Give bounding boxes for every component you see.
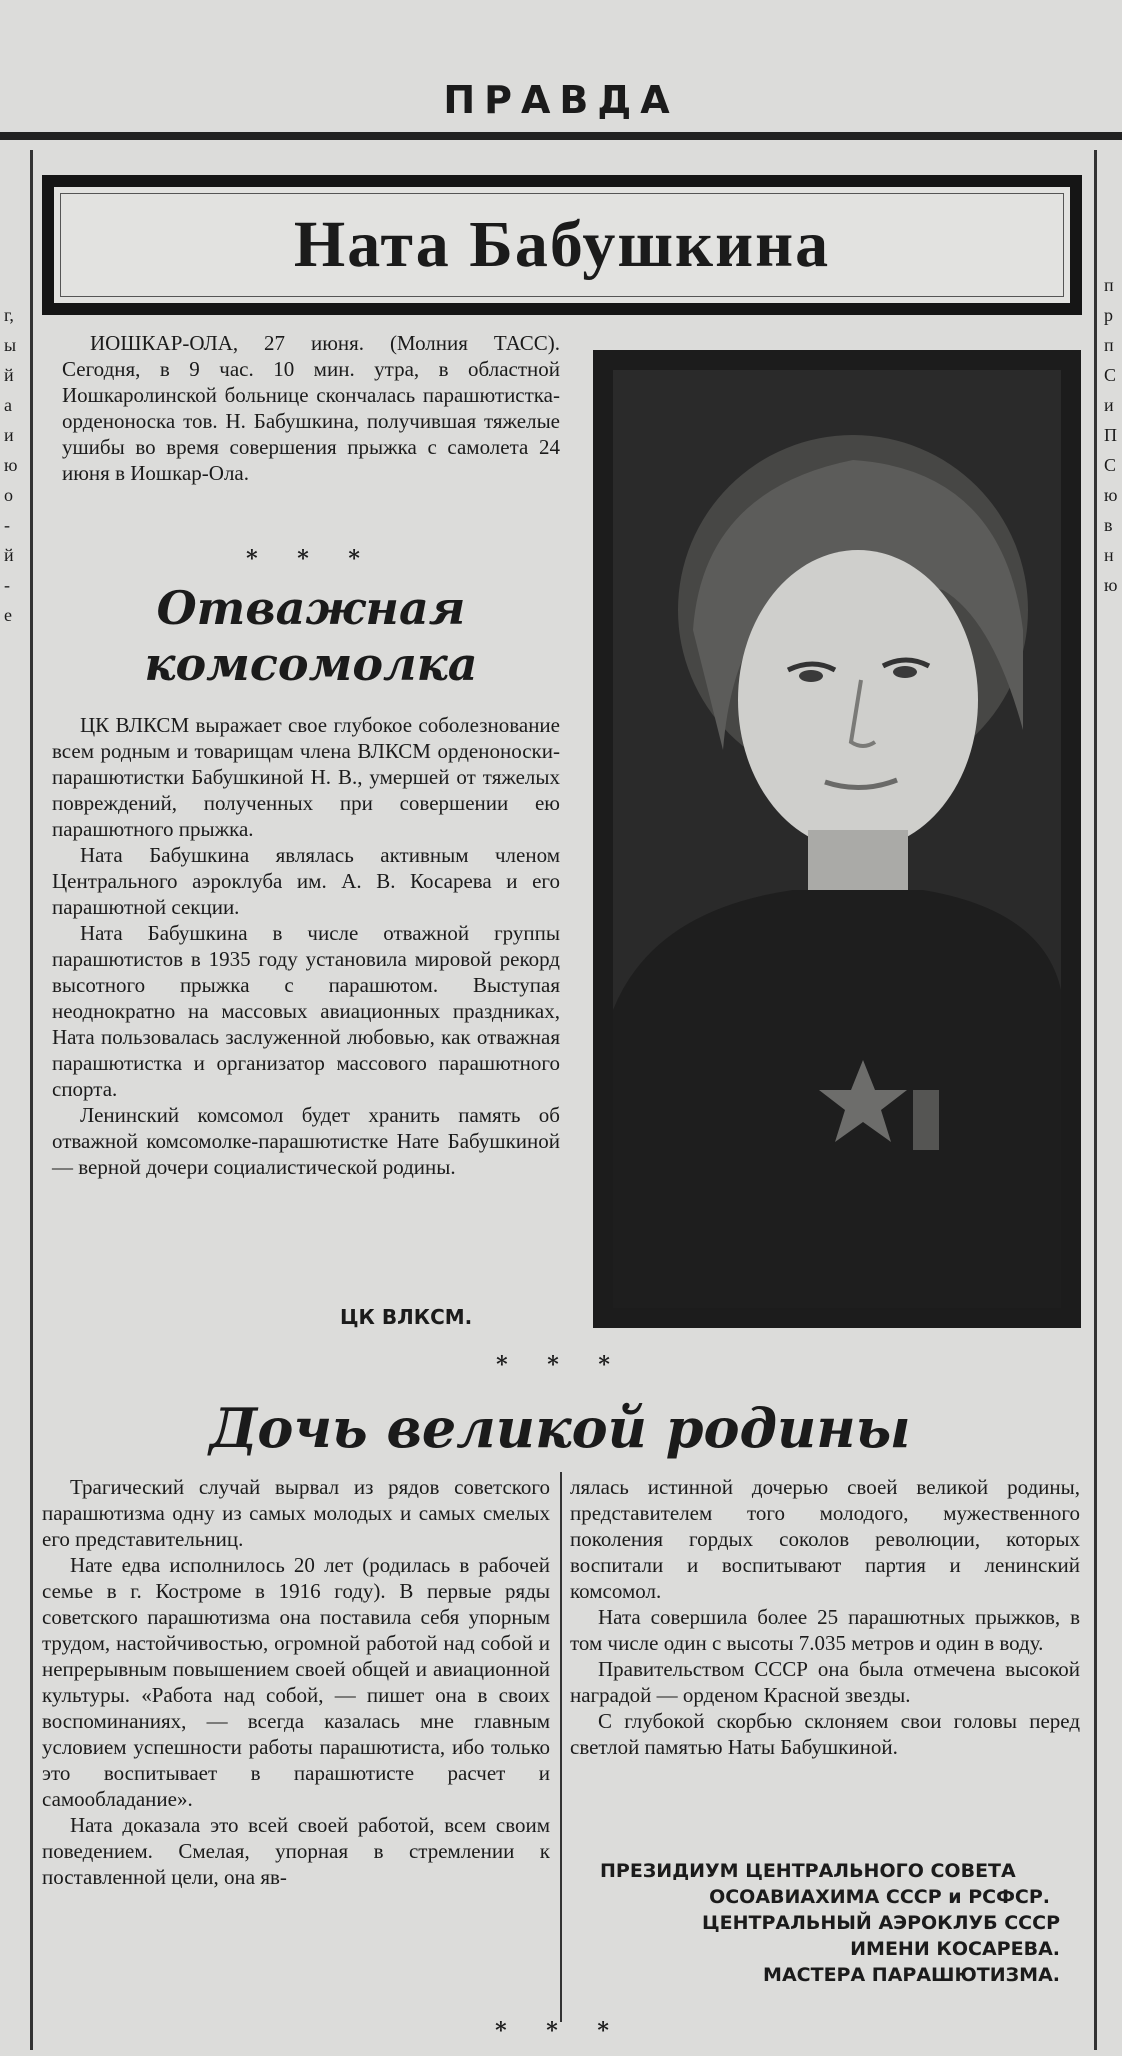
report-stars: * * * — [246, 546, 376, 572]
article2-paragraph: лялась истинной дочерью своей великой родины, представителем того молодого, мужественного поколения гордых соколов революции, которых воспитали и воспитывают партия и ленинский комсомол. — [570, 1475, 1080, 1603]
article2-paragraph: С глубокой скорбью склоняем свои головы перед светлой памятью Наты Бабушкиной. — [570, 1709, 1080, 1759]
article2-paragraph: Нате едва исполнилось 20 лет (родилась в рабочей семье в г. Костроме в 1916 году). В первые ряды советского парашютизма она поставила себя упорным трудом, настойчивостью, огромной работой над собой и непрерывным повышением своей общей и авиационной культуры. «Работа над собой, — пишет она в своих воспоминаниях, — всегда казалась мне главным условием успешности работы парашютиста, ибо только это воспитывает в парашютисте расчет и самообладание». — [42, 1553, 550, 1811]
article1-paragraph: Ната Бабушкина в числе отважной группы парашютистов в 1935 году установила мировой рекорд высотного прыжка с парашютом. Выступая неоднократно на массовых авиационных праздниках, Ната пользовалась заслуженной любовью, как отважная парашютистка и организатор массового парашютного спорта. — [52, 921, 560, 1101]
article1-body — [52, 712, 560, 1180]
masthead-rule — [0, 132, 1122, 140]
article2-paragraph: Ната совершила более 25 парашютных прыжков, в том числе один с высоты 7.035 метров и один в воду. — [570, 1605, 1080, 1655]
article2-column-rule — [560, 1472, 562, 2022]
bottom-stars: * * * — [495, 2018, 625, 2044]
article2-paragraph: Трагический случай вырвал из рядов советского парашютизма одну из самых молодых и самых смелых его представительниц. — [42, 1475, 550, 1551]
article1-paragraph: Ленинский комсомол будет хранить память об отважной комсомолке-парашютистке Нате Бабушкиной — верной дочери социалистической родины. — [52, 1103, 560, 1179]
right-edge-fragments: п р п С и П С ю в н ю — [1104, 275, 1118, 595]
left-column-rule — [30, 150, 33, 2050]
article1-paragraph: Ната Бабушкина являлась активным членом Центрального аэроклуба им. А. В. Косарева и его парашютной секции. — [52, 843, 560, 919]
article2-signature: ПРЕЗИДИУМ ЦЕНТРАЛЬНОГО СОВЕТА ОСОАВИАХИМА СССР и РСФСР. ЦЕНТРАЛЬНЫЙ АЭРОКЛУБ СССР ИМЕНИ КОСАРЕВА. МАСТЕРА ПАРАШЮТИЗМА. — [600, 1860, 1060, 1986]
newspaper-masthead: ПРАВДА — [443, 78, 679, 122]
article1-signature: ЦК ВЛКСМ. — [340, 1305, 473, 1329]
article1-paragraph: ЦК ВЛКСМ выражает свое глубокое соболезнование всем родным и товарищам члена ВЛКСМ орденоноски-парашютистки Бабушкиной Н. В., умершей от тяжелых повреждений, полученных при совершении ею парашютного прыжка. — [52, 713, 560, 841]
tass-report-text: ИОШКАР-ОЛА, 27 июня. (Молния ТАСС). Сегодня, в 9 час. 10 мин. утра, в областной Иошкаролинской больнице скончалась парашютистка-орденоноска тов. Н. Бабушкина, получившая тяжелые ушибы во время совершения прыжка с самолета 24 июня в Иошкар-Ола. — [62, 331, 560, 485]
article2-right-column — [570, 1474, 1080, 1760]
article2-left-column — [42, 1474, 550, 1890]
portrait-photo-frame — [593, 350, 1081, 1328]
divider-stars: * * * — [496, 1352, 626, 1378]
headline: Ната Бабушкина — [293, 208, 831, 281]
portrait-illustration — [613, 370, 1061, 1308]
left-edge-fragments: г, ы й а и ю о - й - е — [4, 305, 18, 625]
portrait-photo — [613, 370, 1061, 1308]
article2-heading: Дочь великой родины — [209, 1396, 911, 1460]
article2-paragraph: Ната доказала это всей своей работой, всем своим поведением. Смелая, упорная в стремлении к поставленной цели, она яв- — [42, 1813, 550, 1889]
right-column-rule — [1094, 150, 1097, 2050]
headline-box — [42, 175, 1082, 315]
article1-heading: Отважная комсомолка — [144, 581, 478, 691]
article2-paragraph: Правительством СССР она была отмечена высокой наградой — орденом Красной звезды. — [570, 1657, 1080, 1707]
tass-report — [62, 330, 560, 486]
